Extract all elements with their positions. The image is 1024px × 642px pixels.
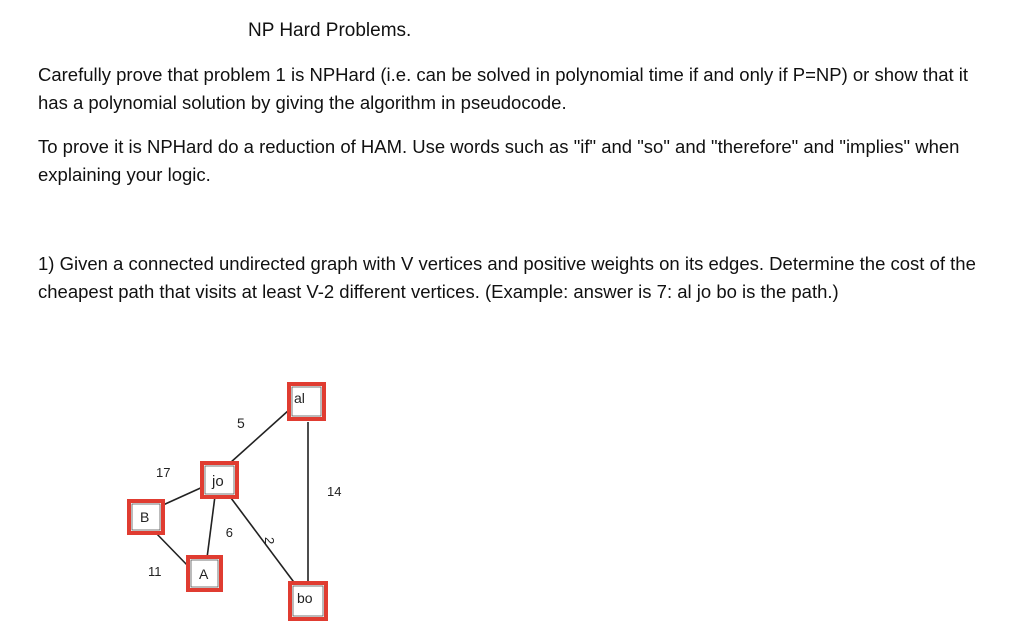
node-B-label: B [140,509,150,525]
weight-label-B-jo: 17 [156,465,171,480]
node-al [289,384,324,419]
weight-label-al-bo: 14 [327,484,342,499]
reduction-hint-paragraph: To prove it is NPHard do a reduction of HAM. Use words such as "if" and "so" and "therefore" and "implies" when explaining your logic. [38,136,960,185]
instructions-paragraph: Carefully prove that problem 1 is NPHard (i.e. can be solved in polynomial time if and only if P=NP) or show that it has a polynomial solution by giving the algorithm in pseudocode. [38,64,969,113]
node-A-label: A [199,566,209,582]
node-al-label: al [294,390,305,406]
edge-B-A [154,531,189,567]
weight-label-jo-A: 9 [225,525,233,540]
weight-label-jo-bo: 2 [262,537,277,545]
edge-jo-A [207,496,215,558]
weight-label-B-A: 11 [148,564,162,579]
edge-jo-bo [225,494,296,585]
node-bo-label: bo [297,590,313,606]
node-jo-label: jo [212,473,224,490]
problem-statement: 1) Given a connected undirected graph with V vertices and positive weights on its edges. Determine the cost of the cheapest path that visits at least V-2 different vertices. (Example: answer is 7: al jo bo is the path.) [38,253,976,302]
node-jo [202,463,237,497]
weight-label-jo-al: 5 [237,415,245,431]
edge-B-jo [163,486,205,505]
node-bo [290,583,326,619]
node-A [188,557,221,590]
node-B [129,501,163,533]
page-title: NP Hard Problems. [248,20,412,41]
